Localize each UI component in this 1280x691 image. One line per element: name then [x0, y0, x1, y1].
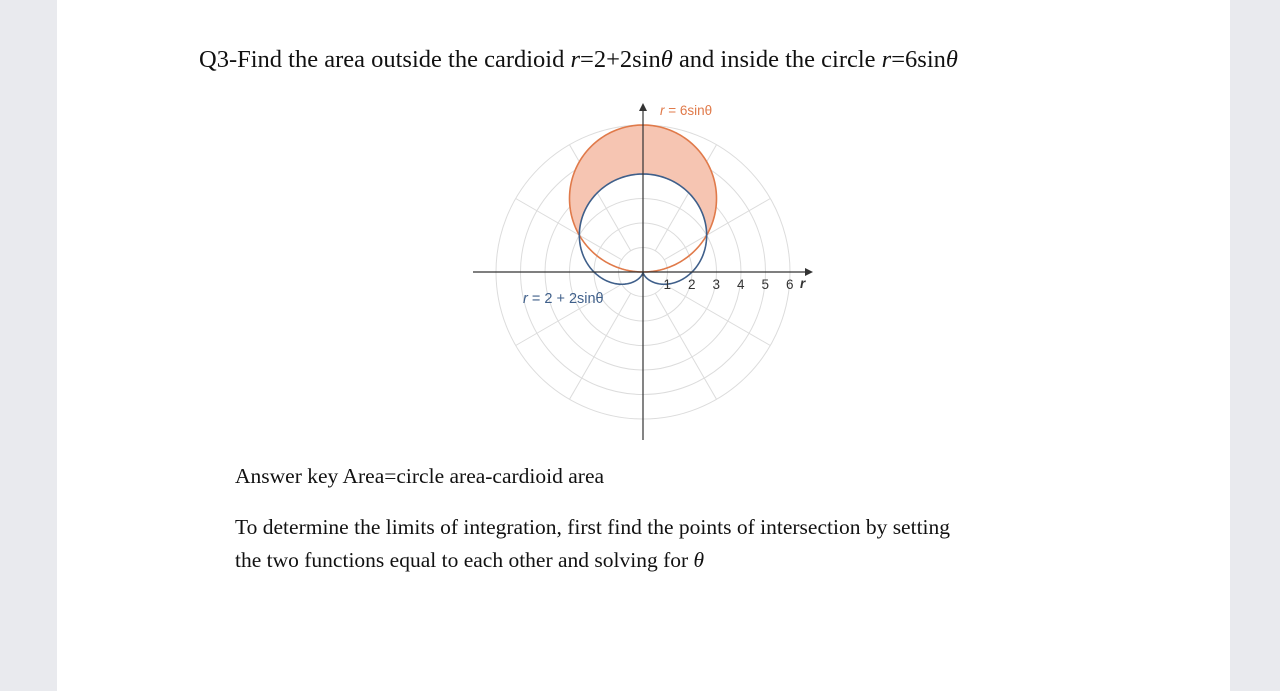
limits-line-2: the two functions equal to each other and solving for θ: [235, 548, 705, 572]
tick-label: 4: [737, 277, 745, 292]
tick-label: 5: [761, 277, 770, 292]
x-axis-arrow: [805, 268, 813, 276]
question-title: Q3-Find the area outside the cardioid r=2+2sinθ and inside the circle r=6sinθ: [199, 46, 958, 73]
y-axis-arrow: [639, 103, 647, 111]
limits-line-1: To determine the limits of integration, first find the points of intersection by setting: [235, 515, 951, 539]
cardioid-label: r = 2 + 2sinθ: [523, 291, 604, 307]
axis-label-r: r: [800, 276, 806, 291]
axes: [473, 103, 813, 440]
circle-label: r = 6sinθ: [660, 103, 713, 118]
tick-label: 3: [712, 277, 721, 292]
tick-label: 1: [663, 277, 672, 292]
document-page: [57, 0, 1230, 691]
answer-key: Answer key Area=circle area-cardioid area: [235, 464, 605, 488]
polar-figure: [57, 0, 1230, 691]
tick-label: 2: [688, 277, 696, 292]
tick-label: 6: [786, 277, 794, 292]
